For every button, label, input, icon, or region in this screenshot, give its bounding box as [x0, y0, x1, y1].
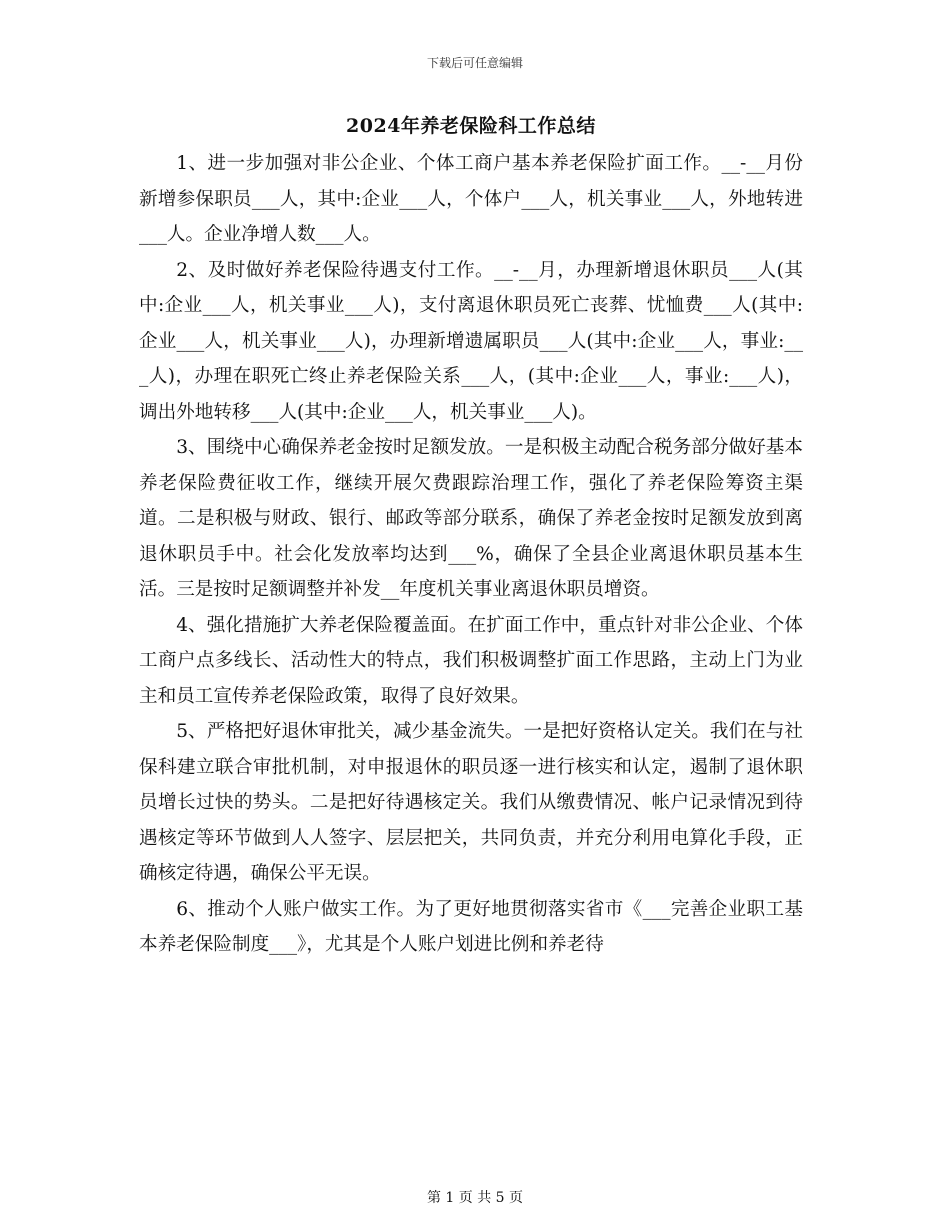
paragraph-4: 4、强化措施扩大养老保险覆盖面。在扩面工作中，重点针对非公企业、个体工商户点多线长、活动性大的特点，我们积极调整扩面工作思路，主动上门为业主和员工宣传养老保险政策，取得了良好效果。	[139, 614, 803, 707]
paragraph-1: 1、进一步加强对非公企业、个体工商户基本养老保险扩面工作。__-__月份新增参保职员___人，其中:企业___人，个体户___人，机关事业___人，外地转进___人。企业净增人数___人。	[139, 153, 803, 245]
paragraph-2: 2、及时做好养老保险待遇支付工作。__-__月，办理新增退休职员___人(其中:企业___人，机关事业___人)，支付离退休职员死亡丧葬、忧恤费___人(其中:企业___人，机关事业___人)，办理新增遗属职员___人(其中:企业___人，事业:___人)，办理在职死亡终止养老保险关系___人，(其中:企业___人，事业:___人)，调出外地转移___人(其中:企业___人，机关事业___人)。	[139, 259, 803, 423]
header-note: 下载后可任意编辑	[426, 56, 523, 70]
document-body	[139, 112, 803, 963]
paragraph-3: 3、围绕中心确保养老金按时足额发放。一是积极主动配合税务部分做好基本养老保险费征收工作，继续开展欠费跟踪治理工作，强化了养老保险筹资主渠道。二是积极与财政、银行、邮政等部分联系，确保了养老金按时足额发放到离退休职员手中。社会化发放率均达到___%，确保了全县企业离退休职员基本生活。三是按时足额调整并补发__年度机关事业离退休职员增资。	[139, 437, 803, 600]
paragraph-5: 5、严格把好退休审批关，减少基金流失。一是把好资格认定关。我们在与社保科建立联合审批机制，对申报退休的职员逐一进行核实和认定，遏制了退休职员增长过快的势头。二是把好待遇核定关。我们从缴费情况、帐户记录情况到待遇核定等环节做到人人签字、层层把关，共同负责，并充分利用电算化手段，正确核定待遇，确保公平无误。	[139, 721, 803, 884]
page-number: 第 1 页 共 5 页	[426, 1190, 524, 1206]
paragraph-6: 6、推动个人账户做实工作。为了更好地贯彻落实省市《___完善企业职工基本养老保险制度___》，尤其是个人账户划进比例和养老待	[139, 898, 803, 955]
document-title: 2024年养老保险科工作总结	[346, 115, 596, 137]
